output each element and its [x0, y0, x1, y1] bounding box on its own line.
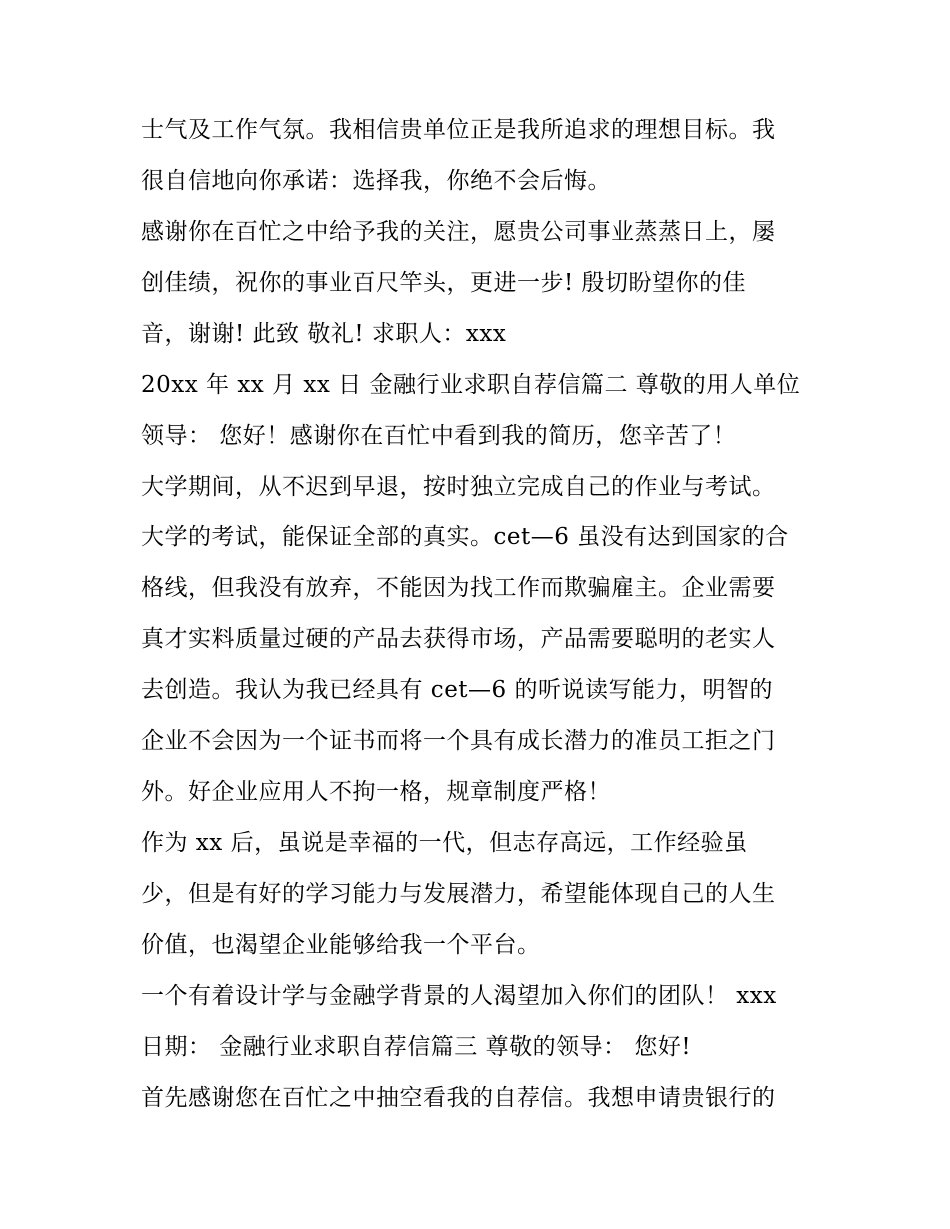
text-line: 一个有着设计学与金融学背景的人渴望加入你们的团队！ xxx	[141, 983, 777, 1009]
text-line: 格线，但我没有放弃，不能因为找工作而欺骗雇主。企业需要	[141, 575, 776, 601]
text-line: 首先感谢您在百忙之中抽空看我的自荐信。我想申请贵银行的	[141, 1085, 776, 1111]
text-line: 音，谢谢! 此致 敬礼! 求职人：xxx	[141, 321, 507, 347]
text-line: 很自信地向你承诺：选择我，你绝不会后悔。	[141, 168, 611, 194]
text-line: 大学的考试，能保证全部的真实。cet—6 虽没有达到国家的合	[141, 524, 789, 550]
text-line: 价值，也渴望企业能够给我一个平台。	[141, 932, 541, 958]
text-line: 感谢你在百忙之中给予我的关注，愿贵公司事业蒸蒸日上，屡	[141, 219, 776, 245]
text-line: 作为 xx 后，虽说是幸福的一代，但志存高远，工作经验虽	[141, 830, 748, 856]
text-line: 大学期间，从不迟到早退，按时独立完成自己的作业与考试。	[141, 474, 776, 500]
text-line: 少，但是有好的学习能力与发展潜力，希望能体现自己的人生	[141, 881, 776, 907]
text-line: 领导： 您好！感谢你在百忙中看到我的简历，您辛苦了！	[141, 423, 737, 449]
text-line: 士气及工作气氛。我相信贵单位正是我所追求的理想目标。我	[141, 117, 776, 143]
text-line: 去创造。我认为我已经具有 cet—6 的听说读写能力，明智的	[141, 677, 773, 703]
text-line: 外。好企业应用人不拘一格，规章制度严格！	[141, 779, 611, 805]
text-line: 日期： 金融行业求职自荐信篇三 尊敬的领导： 您好!	[141, 1034, 692, 1060]
text-line: 创佳绩，祝你的事业百尺竿头，更进一步! 殷切盼望你的佳	[141, 270, 747, 296]
text-line: 真才实料质量过硬的产品去获得市场，产品需要聪明的老实人	[141, 626, 776, 652]
text-line: 企业不会因为一个证书而将一个具有成长潜力的准员工拒之门	[141, 728, 776, 754]
text-line: 20xx 年 xx 月 xx 日 金融行业求职自荐信篇二 尊敬的用人单位	[141, 372, 801, 398]
